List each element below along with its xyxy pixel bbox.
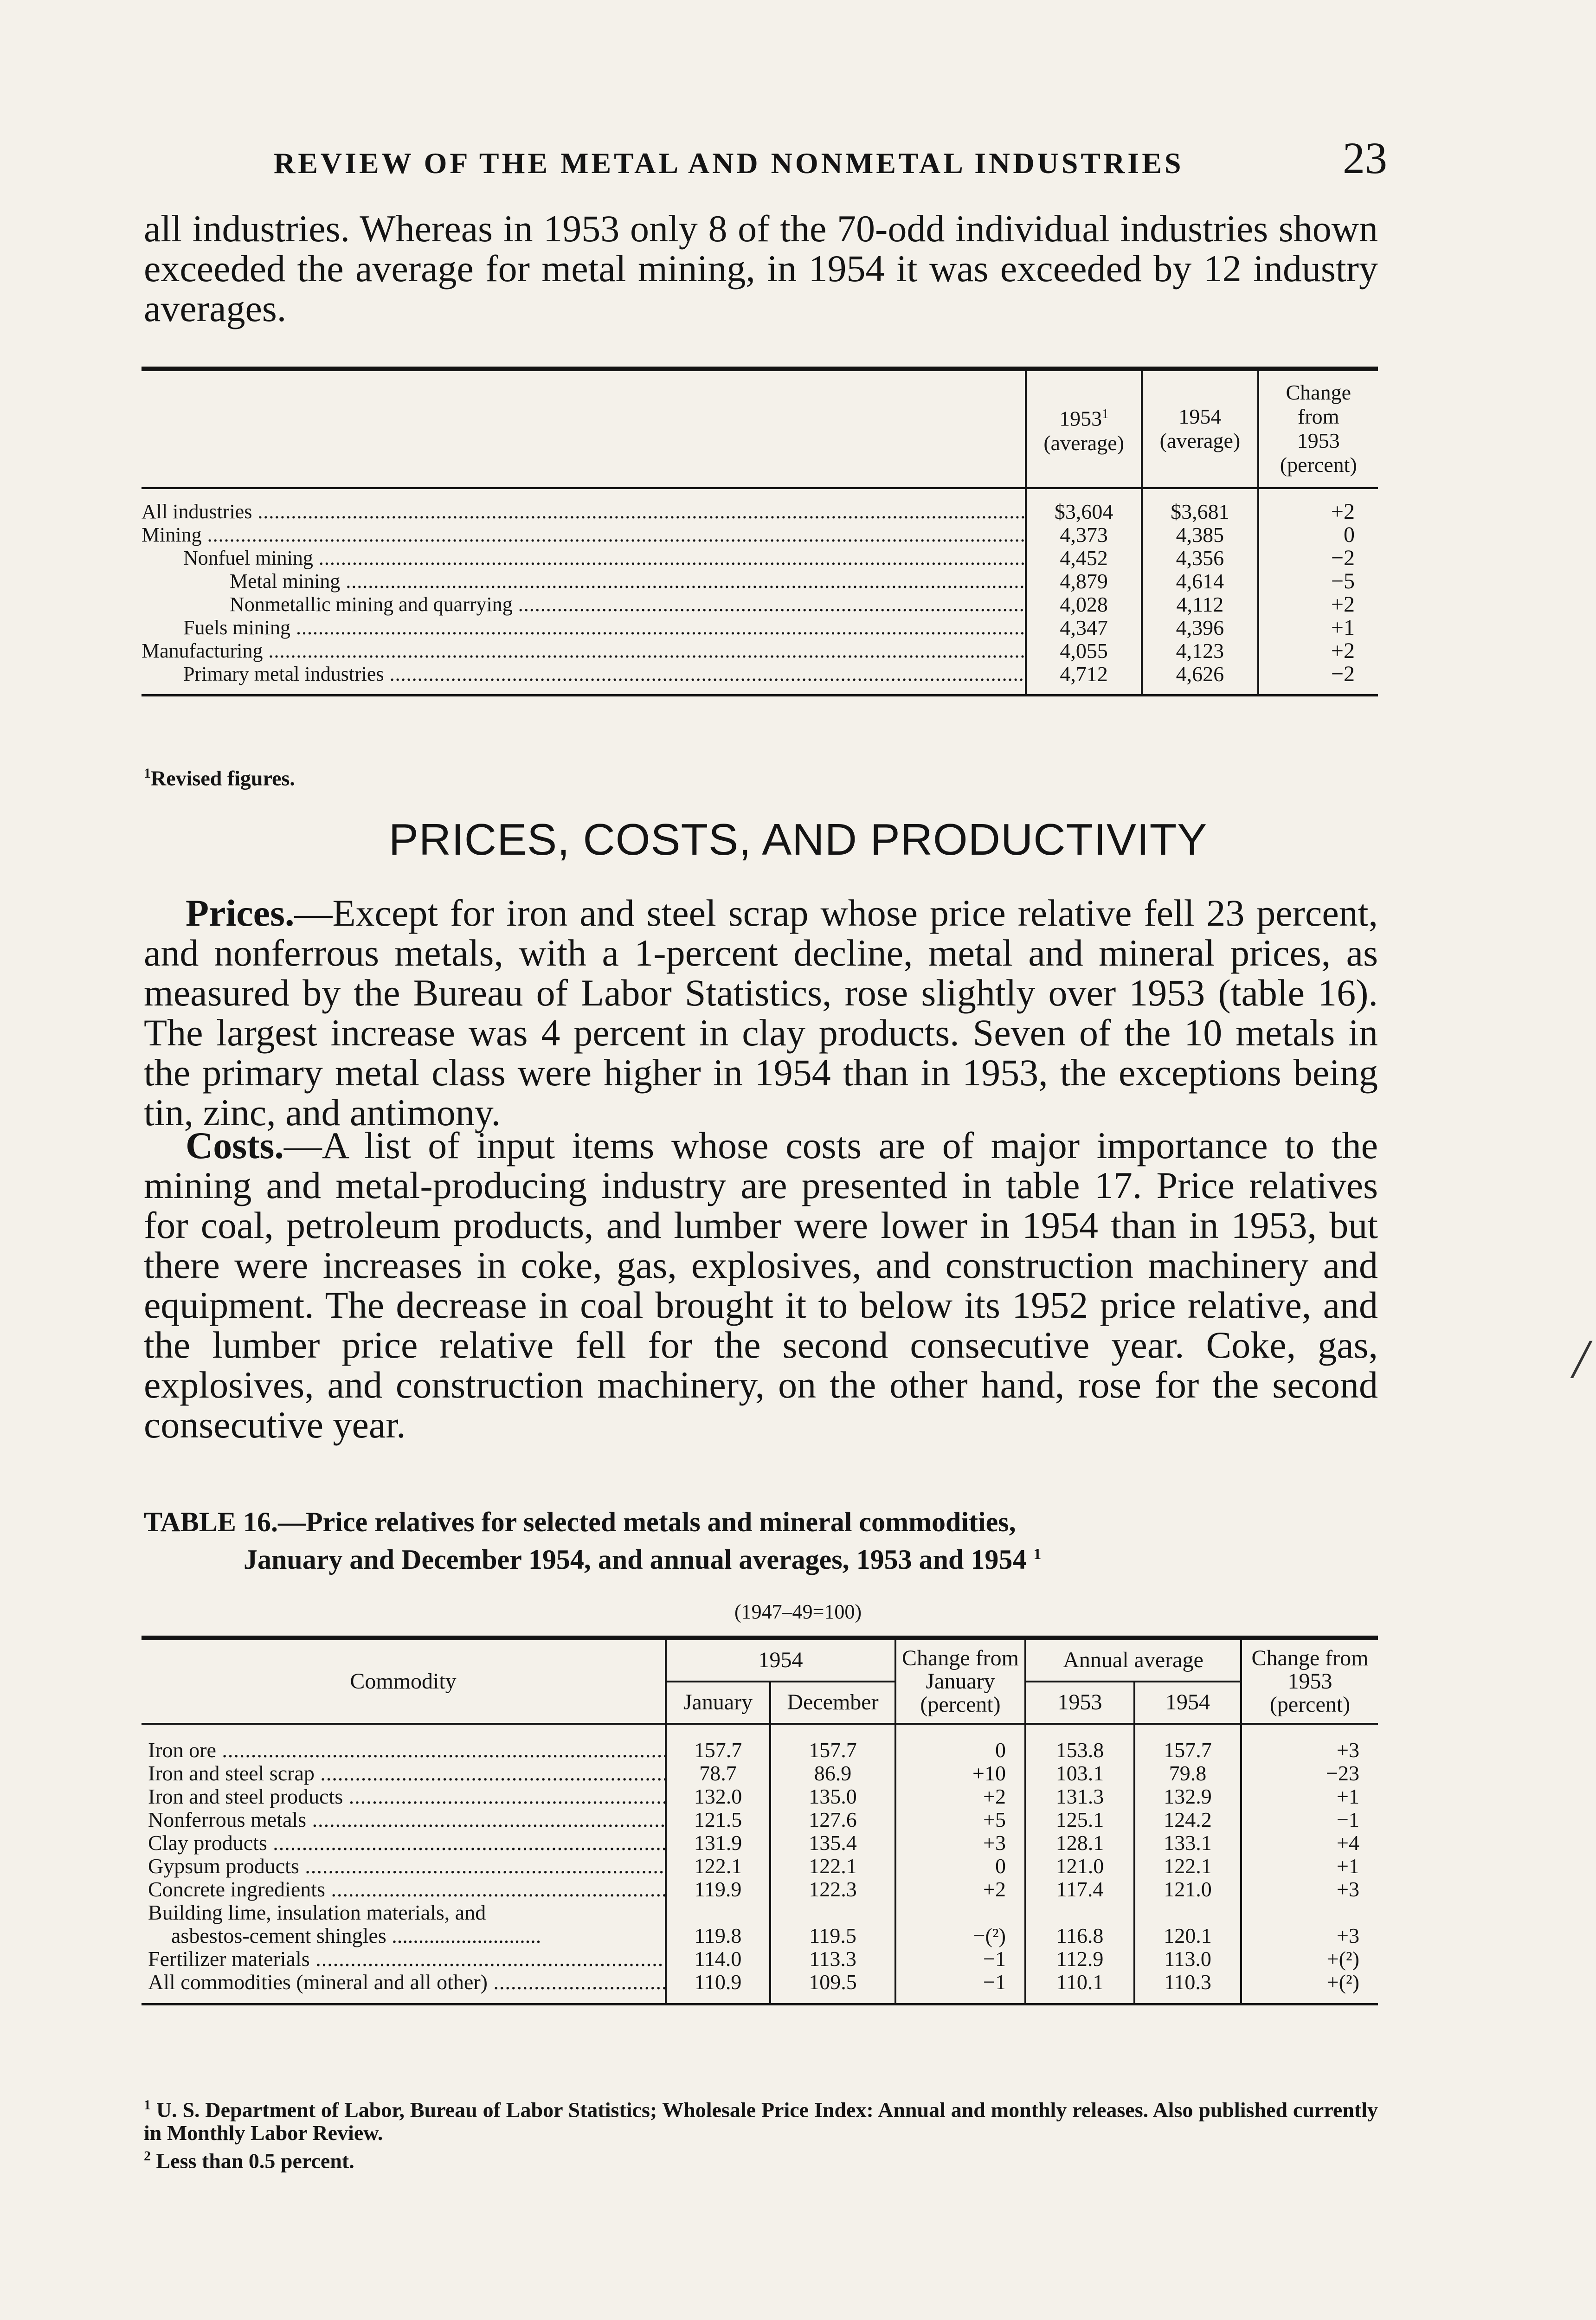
table16-cell-chg-jan: 0 — [895, 1724, 1025, 1762]
costs-paragraph — [144, 1126, 1378, 1445]
table16-row-label — [142, 1901, 666, 1947]
table16-head-change-1953: Change from 1953 (percent) — [1241, 1640, 1378, 1724]
table16-cell-dec: 157.7 — [770, 1724, 895, 1762]
table16-footnote-2 — [144, 2145, 1378, 2172]
table16-cell-dec: 86.9 — [770, 1762, 895, 1785]
table16-base-note: (1947–49=100) — [734, 1600, 862, 1623]
earnings-footnote-marker: 1 — [144, 766, 151, 781]
table16-header-row1 — [142, 1640, 1378, 1682]
col-change-l1: Change — [1286, 380, 1351, 404]
table16-head-january: January — [666, 1682, 770, 1724]
table16-row-label-text: Nonferrous metals — [148, 1808, 307, 1831]
table16-cell-a1954: 110.3 — [1134, 1971, 1241, 2004]
earnings-row — [142, 663, 1378, 696]
table16-cell-a1954: 120.1 — [1134, 1901, 1241, 1947]
earnings-row-label — [142, 593, 1026, 616]
table16-row-label — [142, 1878, 666, 1901]
earnings-row-label-text: Manufacturing — [142, 639, 263, 662]
table16-cell-chg-jan: +3 — [895, 1831, 1025, 1855]
table16-cell-a1954: 132.9 — [1134, 1785, 1241, 1808]
earnings-row — [142, 570, 1378, 593]
earnings-row — [142, 616, 1378, 639]
table16-row-label-text: Fertilizer materials — [148, 1947, 310, 1971]
section-heading: PRICES, COSTS, AND PRODUCTIVITY — [388, 815, 1208, 864]
table16-cell-jan: 114.0 — [666, 1947, 770, 1971]
table16-cell-dec: 119.5 — [770, 1901, 895, 1947]
table16-footnotes — [144, 2094, 1378, 2173]
fn1-marker: 1 — [144, 2097, 151, 2113]
table16-head-1954: 1954 — [666, 1640, 895, 1682]
earnings-row-label-text: Nonmetallic mining and quarrying — [230, 593, 513, 616]
earnings-row-1953: 4,712 — [1026, 663, 1142, 696]
table16-head-a1953: 1953 — [1025, 1682, 1134, 1724]
table16-cell-jan: 110.9 — [666, 1971, 770, 2004]
col-1953-sub: (average) — [1043, 431, 1124, 455]
prices-run-in: Prices. — [186, 892, 295, 934]
earnings-row — [142, 593, 1378, 616]
earnings-row — [142, 523, 1378, 547]
table16-body — [142, 1724, 1378, 2004]
table16-cell-jan: 157.7 — [666, 1724, 770, 1762]
earnings-row-1953: 4,347 — [1026, 616, 1142, 639]
table16-cell-a1953: 128.1 — [1025, 1831, 1134, 1855]
col-1953-sup: 1 — [1102, 407, 1109, 422]
table16-row-label — [142, 1762, 666, 1785]
col-change-l4: (percent) — [1280, 453, 1357, 477]
earnings-row-1954: 4,385 — [1142, 523, 1258, 547]
table16-row — [142, 1762, 1378, 1785]
earnings-row-label — [142, 663, 1026, 696]
table16-row-label-text: Iron ore — [148, 1738, 216, 1762]
table16-row — [142, 1808, 1378, 1831]
earnings-footnote — [144, 766, 295, 790]
col-1954-sub: (average) — [1159, 429, 1241, 452]
table16-row — [142, 1831, 1378, 1855]
table16-row-label — [142, 1855, 666, 1878]
earnings-row-change: +2 — [1258, 639, 1378, 663]
table16-row — [142, 1947, 1378, 1971]
table16-cell-jan: 131.9 — [666, 1831, 770, 1855]
table16-cell-dec: 127.6 — [770, 1808, 895, 1831]
table16-row — [142, 1855, 1378, 1878]
prices-paragraph — [144, 893, 1378, 1133]
table16-row — [142, 1971, 1378, 2004]
table16-cell-chg-1953: −1 — [1241, 1808, 1378, 1831]
table16-cell-jan: 132.0 — [666, 1785, 770, 1808]
table16-cell-chg-1953: +3 — [1241, 1724, 1378, 1762]
table16-cell-chg-jan: −1 — [895, 1947, 1025, 1971]
table16-cell-a1953: 116.8 — [1025, 1901, 1134, 1947]
table16-caption-line1: TABLE 16.—Price relatives for selected metals and mineral commodities, — [144, 1507, 1016, 1537]
table16-cell-a1953: 121.0 — [1025, 1855, 1134, 1878]
table16-cell-a1953: 125.1 — [1025, 1808, 1134, 1831]
intro-paragraph: all industries. Whereas in 1953 only 8 of the 70-odd individual industries shown exceeded the average for metal mining, in 1954 it was exceeded by 12 industry averages. — [144, 207, 1378, 329]
table16-cell-dec: 135.0 — [770, 1785, 895, 1808]
table16-cell-chg-jan: +5 — [895, 1808, 1025, 1831]
page-number: 23 — [1343, 133, 1387, 183]
earnings-row-1953: 4,055 — [1026, 639, 1142, 663]
table16-head-change-jan: Change from January (percent) — [895, 1640, 1025, 1724]
earnings-row-label — [142, 570, 1026, 593]
table16-head-annual: Annual average — [1025, 1640, 1241, 1682]
earnings-row-1954: $3,681 — [1142, 488, 1258, 523]
earnings-row-1954: 4,614 — [1142, 570, 1258, 593]
costs-text: —A list of input items whose costs are of major importance to the mining and metal-producing industry are presented in table 17. Price relatives for coal, petroleum products, and lumber were lower in 1954 than in 1953, but there were increases in coke, gas, explosives, and construction machinery and equipment. The decrease in coal brought it to below its 1952 price relative, and the lumber price relative fell for the second consecutive year. Coke, gas, explosives, and construction machinery, on the other hand, rose for the second consecutive year. — [144, 1124, 1378, 1446]
table16-row-label — [142, 1724, 666, 1762]
earnings-row-1954: 4,626 — [1142, 663, 1258, 696]
earnings-row-change: +2 — [1258, 488, 1378, 523]
building-lime-line2: asbestos-cement shingles — [171, 1924, 386, 1947]
table16-row-label — [142, 1831, 666, 1855]
earnings-row-change: 0 — [1258, 523, 1378, 547]
table16-cell-jan: 78.7 — [666, 1762, 770, 1785]
earnings-row — [142, 488, 1378, 523]
earnings-row-label — [142, 547, 1026, 570]
earnings-row-1954: 4,123 — [1142, 639, 1258, 663]
earnings-row-label-text: All industries — [142, 500, 252, 523]
earnings-row-label-text: Primary metal industries — [183, 663, 384, 685]
table16-cell-a1954: 133.1 — [1134, 1831, 1241, 1855]
table16-cell-a1954: 157.7 — [1134, 1724, 1241, 1762]
running-title: REVIEW OF THE METAL AND NONMETAL INDUSTRIES — [274, 147, 1184, 180]
earnings-row-change: +1 — [1258, 616, 1378, 639]
margin-pencil-mark: / — [1573, 1328, 1589, 1390]
table16-caption — [144, 1506, 1378, 1576]
table16-row-label — [142, 1785, 666, 1808]
building-lime-line1: Building lime, insulation materials, and — [148, 1901, 486, 1924]
table16-cell-chg-1953: +3 — [1241, 1878, 1378, 1901]
table16-cell-dec: 113.3 — [770, 1947, 895, 1971]
fn2-marker: 2 — [144, 2148, 151, 2164]
earnings-row-label — [142, 616, 1026, 639]
table16-cell-a1953: 117.4 — [1025, 1878, 1134, 1901]
table16-cell-dec: 109.5 — [770, 1971, 895, 2004]
table16-cell-jan: 119.9 — [666, 1878, 770, 1901]
table16-cell-dec: 135.4 — [770, 1831, 895, 1855]
earnings-row-1953: 4,879 — [1026, 570, 1142, 593]
table16-head-a1954: 1954 — [1134, 1682, 1241, 1724]
earnings-row-1953: 4,028 — [1026, 593, 1142, 616]
table16-cell-chg-1953: +(²) — [1241, 1971, 1378, 2004]
table16-cell-chg-1953: +4 — [1241, 1831, 1378, 1855]
earnings-table-body — [142, 488, 1378, 696]
earnings-row-label-text: Fuels mining — [183, 616, 291, 639]
earnings-row-change: −2 — [1258, 547, 1378, 570]
earnings-row-label — [142, 488, 1026, 523]
table16-caption-sup: 1 — [1033, 1546, 1042, 1563]
table16-cell-a1953: 112.9 — [1025, 1947, 1134, 1971]
table16-cell-jan: 122.1 — [666, 1855, 770, 1878]
table16-cell-a1954: 124.2 — [1134, 1808, 1241, 1831]
col-change-l2: from — [1298, 405, 1339, 428]
earnings-row-change: +2 — [1258, 593, 1378, 616]
leader-dots: ............................ — [386, 1924, 541, 1947]
earnings-row-1953: $3,604 — [1026, 488, 1142, 523]
table16-caption-line2: January and December 1954, and annual averages, 1953 and 1954 — [244, 1544, 1027, 1575]
table16-cell-a1953: 131.3 — [1025, 1785, 1134, 1808]
table16-cell-chg-jan: −1 — [895, 1971, 1025, 2004]
earnings-label-header — [142, 371, 1026, 488]
earnings-row — [142, 639, 1378, 663]
table16-cell-chg-1953: +3 — [1241, 1901, 1378, 1947]
table16-row-label — [142, 1971, 666, 2004]
fn2-text: Less than 0.5 percent. — [156, 2149, 354, 2173]
earnings-row-1954: 4,112 — [1142, 593, 1258, 616]
table16-row-label-text: All commodities (mineral and all other) — [148, 1971, 488, 1994]
table16-cell-dec: 122.1 — [770, 1855, 895, 1878]
table16-row-label-text: Iron and steel products — [148, 1785, 343, 1808]
prices-text: —Except for iron and steel scrap whose price relative fell 23 percent, and nonferrous metals, with a 1-percent decline, metal and mineral prices, as measured by the Bureau of Labor Statistics, rose slightly over 1953 (table 16). The largest increase was 4 percent in clay products. Seven of the 10 metals in the primary metal class were higher in 1954 than in 1953, the exceptions being tin, zinc, and antimony. — [144, 892, 1378, 1134]
table16-cell-a1954: 121.0 — [1134, 1878, 1241, 1901]
table16-row — [142, 1724, 1378, 1762]
table16 — [142, 1636, 1378, 2005]
col-1953-year: 1953 — [1059, 406, 1102, 431]
table16-row-label-text: Gypsum products — [148, 1855, 299, 1878]
table16-cell-chg-1953: −23 — [1241, 1762, 1378, 1785]
earnings-table-header — [142, 371, 1378, 488]
table16-cell-a1954: 79.8 — [1134, 1762, 1241, 1785]
col-1954-year: 1954 — [1178, 405, 1222, 428]
table16-cell-chg-1953: +(²) — [1241, 1947, 1378, 1971]
table16-row — [142, 1878, 1378, 1901]
earnings-row-1954: 4,356 — [1142, 547, 1258, 570]
earnings-table — [142, 367, 1378, 696]
table16-cell-a1953: 103.1 — [1025, 1762, 1134, 1785]
earnings-col-1954 — [1142, 371, 1258, 488]
table16-cell-chg-jan: +10 — [895, 1762, 1025, 1785]
table16-cell-a1954: 113.0 — [1134, 1947, 1241, 1971]
table16-cell-jan: 119.8 — [666, 1901, 770, 1947]
table16-row-label-text: Concrete ingredients — [148, 1878, 325, 1901]
earnings-row-label — [142, 639, 1026, 663]
table16-row-label — [142, 1808, 666, 1831]
table16-cell-chg-jan: +2 — [895, 1878, 1025, 1901]
earnings-row-1953: 4,373 — [1026, 523, 1142, 547]
table16-row — [142, 1901, 1378, 1947]
earnings-row-change: −2 — [1258, 663, 1378, 696]
table16-row-label — [142, 1947, 666, 1971]
table16-head-december: December — [770, 1682, 895, 1724]
earnings-col-change — [1258, 371, 1378, 488]
earnings-row-change: −5 — [1258, 570, 1378, 593]
table16-cell-a1953: 110.1 — [1025, 1971, 1134, 2004]
table16-footnote-1 — [144, 2094, 1378, 2145]
running-header — [274, 132, 1387, 184]
table16-cell-a1953: 153.8 — [1025, 1724, 1134, 1762]
earnings-row-label — [142, 523, 1026, 547]
table16-cell-jan: 121.5 — [666, 1808, 770, 1831]
table16-head-commodity: Commodity — [142, 1640, 666, 1724]
earnings-row — [142, 547, 1378, 570]
table16-cell-chg-1953: +1 — [1241, 1855, 1378, 1878]
earnings-row-label-text: Metal mining — [230, 570, 341, 593]
earnings-row-label-text: Mining — [142, 523, 202, 546]
earnings-footnote-text: Revised figures. — [151, 766, 295, 790]
table16-cell-a1954: 122.1 — [1134, 1855, 1241, 1878]
earnings-row-label-text: Nonfuel mining — [183, 547, 313, 569]
table16-cell-dec: 122.3 — [770, 1878, 895, 1901]
table16-row-label-text: Clay products — [148, 1831, 267, 1855]
fn1-text: U. S. Department of Labor, Bureau of Labor Statistics; Wholesale Price Index: Annual and monthly releases. Also published currently in Monthly Labor Review. — [144, 2098, 1378, 2145]
table16-cell-chg-jan: +2 — [895, 1785, 1025, 1808]
earnings-row-1953: 4,452 — [1026, 547, 1142, 570]
table16-cell-chg-jan: −(²) — [895, 1901, 1025, 1947]
table16-cell-chg-jan: 0 — [895, 1855, 1025, 1878]
table16-cell-chg-1953: +1 — [1241, 1785, 1378, 1808]
earnings-col-1953 — [1026, 371, 1142, 488]
costs-run-in: Costs. — [186, 1124, 284, 1166]
earnings-row-1954: 4,396 — [1142, 616, 1258, 639]
table16-row — [142, 1785, 1378, 1808]
col-change-l3: 1953 — [1297, 429, 1340, 452]
table16-row-label-text: Iron and steel scrap — [148, 1762, 315, 1785]
